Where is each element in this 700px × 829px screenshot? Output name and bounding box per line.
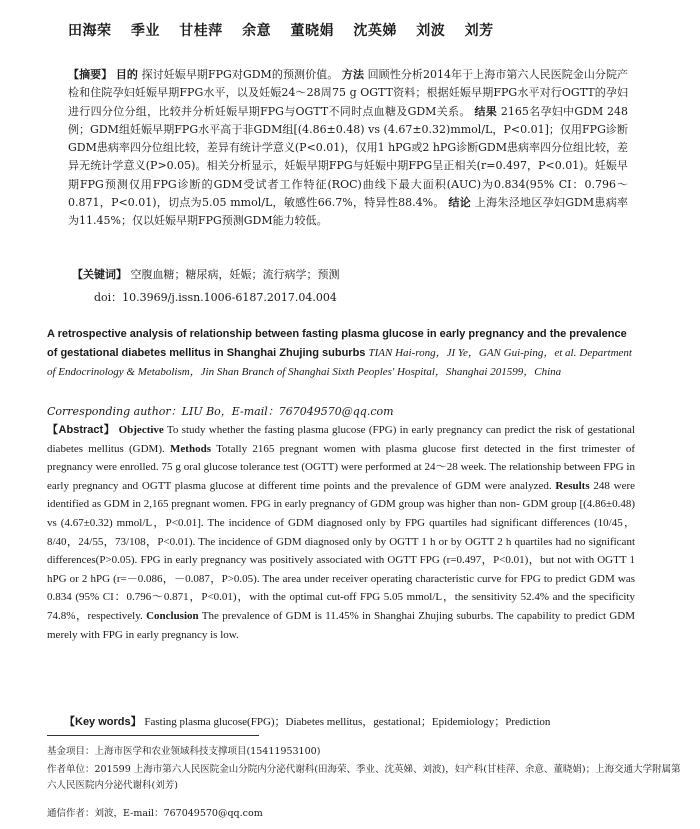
author-list: 田海荣 季业 甘桂萍 余意 董晓娟 沈英娣 刘波 刘芳 xyxy=(68,23,494,39)
objective-text: 探讨妊娠早期FPG对GDM的预测价值。 xyxy=(141,68,339,81)
en-keywords-text: Fasting plasma glucose(FPG)；Diabetes mellitus，gestational；Epidemiology；Prediction xyxy=(144,716,551,728)
en-objective-heading: Objective xyxy=(118,424,164,436)
methods-text: 回顾性分析2014年于上海市第六人民医院金山分院产检和住院孕妇妊娠早期FPG水平，以及妊娠24～28周75 g OGTT资料；根据妊娠早期FPG水平对行OGTT的孕妇进行四分位分组，比较并分析妊娠早期FPG与OGTT不同时点血糖及GDM关系。 xyxy=(68,68,629,118)
en-methods-heading: Methods xyxy=(170,442,211,455)
footnote-fund: 基金项目：上海市医学和农业领域科技支撑项目(15411953100) xyxy=(47,746,321,757)
results-heading: 结果 xyxy=(474,104,498,118)
keywords-label: 【关键词】 xyxy=(72,268,127,281)
en-objective-text: To study whether the fasting plasma glucose (FPG) in early pregnancy can predict the risk of gestational diabetes mellitus (GDM). xyxy=(47,424,635,455)
keywords-text: 空腹血糖；糖尿病，妊娠；流行病学；预测 xyxy=(130,268,340,281)
en-results-heading: Results xyxy=(555,479,590,492)
en-conclusion-heading: Conclusion xyxy=(146,609,199,622)
chinese-keywords xyxy=(72,266,632,284)
english-keywords xyxy=(64,713,644,729)
corresponding-author: Corresponding author：LIU Bo，E-mail：767049570@qq.com xyxy=(47,405,394,418)
chinese-abstract xyxy=(68,66,628,231)
footnote-affiliation: 作者单位：201599 上海市第六人民医院金山分院内分泌代谢科(田海荣、季业、沈英娣、刘波)，妇产科(甘桂萍、余意、董晓娟)；上海交通大学附属第六人民医院内分泌代谢科(刘芳) xyxy=(47,764,681,791)
methods-heading: 方法 xyxy=(341,68,365,81)
en-results-text: 248 were identified as GDM in 2,165 pregnant women. FPG in early pregnancy of GDM group was higher than non- GDM group [(4.86±0.48) vs (4.67±0.32) mmol/L，P<0.01]. The incidence of GDM diagnosed only by FPG quartiles had significant differences (10/45，8/40，24/55，73/108，P<0.01). The incidence of GDM diagnosed only by OGTT 1 h or by OGTT 2 h quartiles had no significant differences(P>0.05). FPG in early pregnancy was positively associated with OGTT FPG (r=0.497，P<0.01)，but not with OGTT 1 hPG or 2 hPG (r=－0.086，－0.087，P>0.05). The area under receiver operating characteristic curve for FPG to predict GDM was 0.834 (95% CI：0.796～0.871，P<0.01)，with the optimal cut-off FPG 5.05 mmol/L，the sensitivity 52.4% and the specificity 74.8%，respectively. xyxy=(47,479,636,622)
conclusion-text: 上海朱泾地区孕妇GDM患病率为11.45%；仅以妊娠早期FPG预测GDM能力较低。 xyxy=(68,196,628,228)
abstract-label: 【摘要】 xyxy=(68,68,113,81)
en-keywords-label: 【Key words】 xyxy=(64,716,142,728)
english-title: A retrospective analysis of relationship between fasting plasma glucose in early pregnancy and the prevalence of gestational diabetes mellitus in Shanghai Zhujing suburbs xyxy=(47,328,627,359)
doi: doi：10.3969/j.issn.1006-6187.2017.04.004 xyxy=(94,291,337,304)
objective-heading: 目的 xyxy=(115,68,138,81)
english-abstract xyxy=(47,421,635,644)
results-text: 2165名孕妇中GDM 248例；GDM组妊娠早期FPG水平高于非GDM组[(4.86±0.48) vs (4.67±0.32)mmol/L，P<0.01]；仅用FPG诊断GDM患病率四分位组比较，差异有统计学意义(P<0.01)，仅用1 hPG或2 hPG诊断GDM患病率四分位组比较，差异无统计学意义(P>0.05)。相关分析显示，妊娠早期FPG与妊娠中期FPG呈正相关(r=0.497，P<0.01)。妊娠早期FPG预测仅用FPG诊断的GDM受试者工作特征(ROC)曲线下最大面积(AUC)为0.834(95% CI：0.796～0.871，P<0.01)，切点为5.05 mmol/L，敏感性66.7%，特异性88.4%。 xyxy=(68,104,629,210)
footnote-contact: 通信作者：刘波，E-mail：767049570@qq.com xyxy=(47,808,263,819)
english-authors: TIAN Hai-rong，JI Ye，GAN Gui-ping，et al. xyxy=(368,347,577,359)
en-conclusion-text: The prevalence of GDM is 11.45% in Shanghai Zhujing suburbs. The capability to predict GDM merely with FPG in early pregnancy is low. xyxy=(47,609,635,641)
footnote-divider xyxy=(47,735,259,736)
en-abstract-label: 【Abstract】 xyxy=(47,424,116,436)
en-methods-text: Totally 2165 pregnant women with plasma glucose first detected in the first trimester of pregnancy were enrolled. 75 g oral glucose tolerance test (OGTT) were performed at 24～28 week. The relationship between FPG in early pregnancy and OGTT plasma glucose at different time points and the prevalence of GDM were analyzed. xyxy=(47,442,635,492)
english-affiliation: Department of Endocrinology & Metabolism，Jin Shan Branch of Shanghai Sixth Peoples' Hospital，Shanghai 201599，China xyxy=(47,347,632,378)
english-title-block xyxy=(47,325,639,382)
conclusion-heading: 结论 xyxy=(448,196,472,210)
